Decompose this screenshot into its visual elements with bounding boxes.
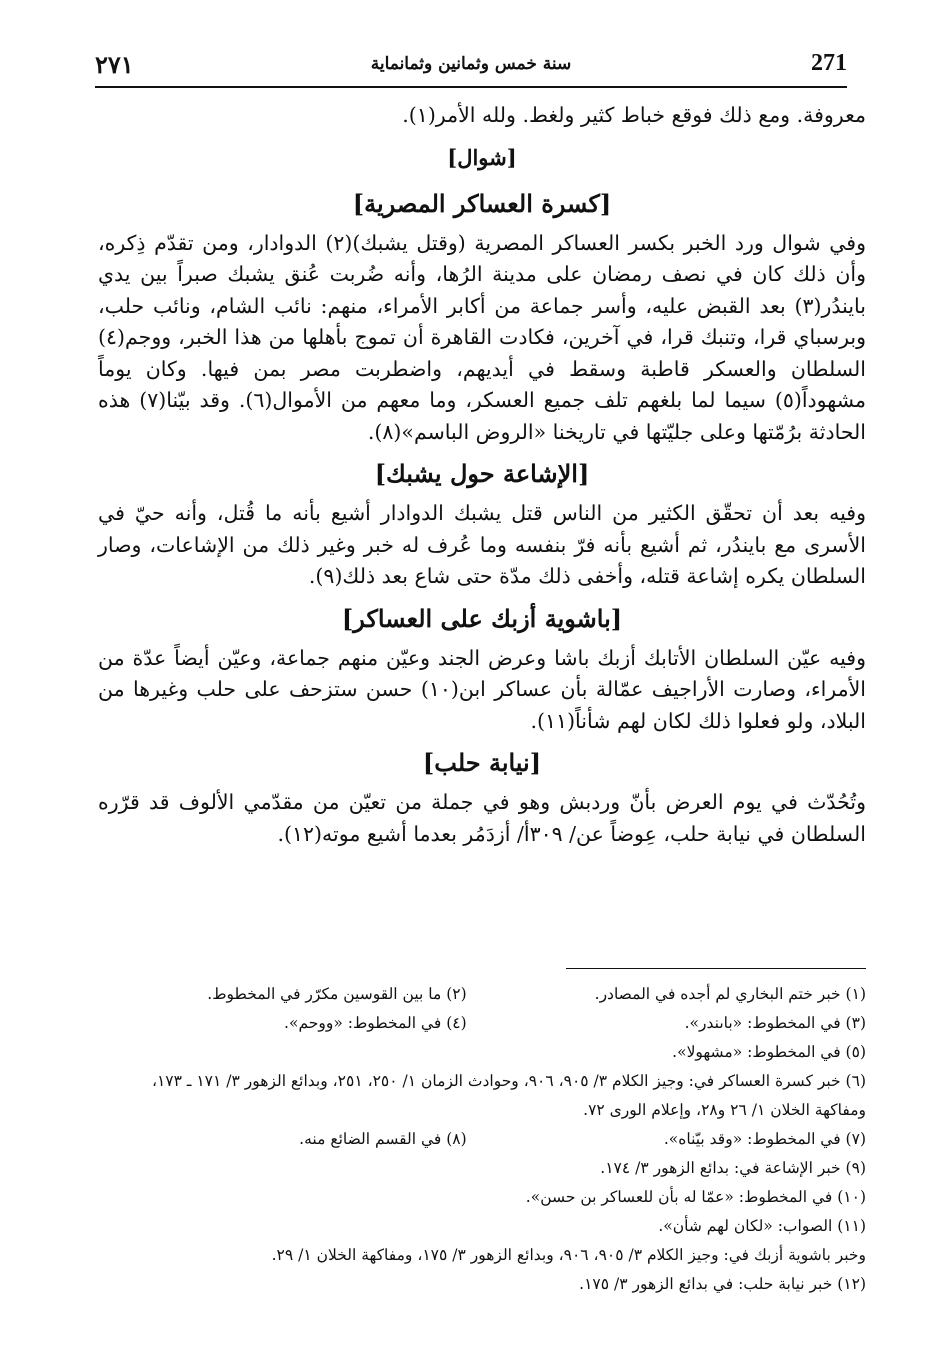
- footnote-8: (٨) في القسم الضائع منه.: [299, 1130, 467, 1148]
- paragraph-2: وفيه بعد أن تحقّق الكثير من الناس قتل يشبك الدوادار أشيع بأنه ما قُتل، وأنه حيّ في الأسرى مع بايندُر، ثم أشيع بأنه فرّ بنفسه وما عُرف له خبر وغير ذلك من الإشاعات، وصار السلطان يكره إشاعة قتله، وأخفى ذلك مدّة حتى شاع بعد ذلك(٩).: [98, 501, 866, 588]
- section-heading-4: [نيابة حلب]: [422, 748, 542, 777]
- footnote-9: (٩) خبر الإشاعة في: بدائع الزهور ٣/ ١٧٤.: [600, 1159, 866, 1177]
- footnote-11: (١١) الصواب: «لكان لهم شأن».: [658, 1217, 866, 1235]
- paragraph-4: وتُحُدّث في يوم العرض بأنّ وردبش وهو في جملة من تعيّن من مقدّمي الألوف قد قرّره السلطان في نيابة حلب، عِوضاً عن/ ٣٠٩أ/ أزدَمُر بعدما أشيع موته(١٢).: [98, 790, 866, 846]
- footnote-7: (٧) في المخطوط: «وقد بيّناه».: [663, 1130, 866, 1148]
- footnote-12: (١٢) خبر نيابة حلب: في بدائع الزهور ٣/ ١٧٥.: [579, 1275, 866, 1293]
- paragraph-0: معروفة. ومع ذلك فوقع خباط كثير ولغط. ولله الأمر(١).: [402, 103, 866, 127]
- paragraph-3: وفيه عيّن السلطان الأتابك أزبك باشا وعرض الجند وعيّن منهم جماعة، وعيّن أيضاً عدّة من الأمراء، وصارت الأراجيف عمّالة بأن عساكر ابن(١٠) حسن ستزحف على حلب وغيرها من البلاد، ولو فعلوا ذلك لكان لهم شأناً(١١).: [98, 645, 866, 733]
- main-text: [98, 100, 866, 850]
- section-heading-3: [باشوية أزبك على العساكر]: [341, 603, 623, 633]
- header-rule: [95, 86, 847, 88]
- page-number-latin: 271: [811, 50, 847, 76]
- month-heading: [شوال]: [447, 144, 517, 170]
- footnote-11-continued: وخبر باشوية أزبك في: وجيز الكلام ٣/ ٩٠٥، ٩٠٦، وبدائع الزهور ٣/ ١٧٥، ومفاكهة الخلان ١/ ٢٩.: [271, 1246, 866, 1264]
- running-title: سنة خمس وثمانين وثمانماية: [370, 54, 572, 74]
- footnote-6: (٦) خبر كسرة العساكر في: وجيز الكلام ٣/ ٩٠٥، ٩٠٦، وحوادث الزمان ١/ ٢٥٠، ٢٥١، وبدائع الزهور ٣/ ١٧١ ـ ١٧٣، ومفاكهة الخلان ١/ ٢٦ و٢٨، وإعلام الورى ٧٢.: [151, 1072, 866, 1119]
- page-number-arabic: ٢٧١: [95, 50, 134, 79]
- footnote-4: (٤) في المخطوط: «ووحم».: [284, 1014, 467, 1032]
- footnote-10: (١٠) في المخطوط: «عمّا له بأن للعساكر بن حسن».: [525, 1188, 866, 1206]
- paragraph-1: وفي شوال ورد الخبر بكسر العساكر المصرية (وقتل يشبك)(٢) الدوادار، ومن تقدّم ذِكره، وأن ذلك كان في نصف رمضان على مدينة الرُها، وأنه ضُربت عُنق يشبك صبراً بين يدي بايندُر(٣) بعد القبض عليه، وأسر جماعة من أكابر الأمراء، منهم: نائب الشام، ونائب حلب، وبرسباي قرا، وتنبك قرا، في آخرين، فكادت القاهرة أن تموج بأهلها من هذا الخبر، ووجم(٤) السلطان والعسكر قاطبة وسقط في أيديهم، واضطربت مصر بمن فيها. وكان يوماً مشهوداً(٥) سيما لما بلغهم تلف جميع العسكر، وما معهم من الأموال(٦). وقد بيّنا(٧) هذه الحادثة برُمّتها وعلى جليّتها في تاريخنا «الروض الباسم»(٨).: [98, 230, 866, 444]
- section-heading-1: [كسرة العساكر المصرية]: [352, 188, 612, 218]
- footnote-2: (٢) ما بين القوسين مكرّر في المخطوط.: [207, 985, 467, 1003]
- footnotes: [98, 980, 866, 1299]
- footnote-3: (٣) في المخطوط: «باىندر».: [684, 1014, 866, 1032]
- footnote-5: (٥) في المخطوط: «مشهولا».: [672, 1043, 866, 1061]
- section-heading-2: [الإشاعة حول يشبك]: [374, 459, 590, 488]
- footnote-rule: [566, 968, 866, 969]
- footnote-1: (١) خبر ختم البخاري لم أجده في المصادر.: [594, 985, 866, 1003]
- running-header: [95, 50, 847, 86]
